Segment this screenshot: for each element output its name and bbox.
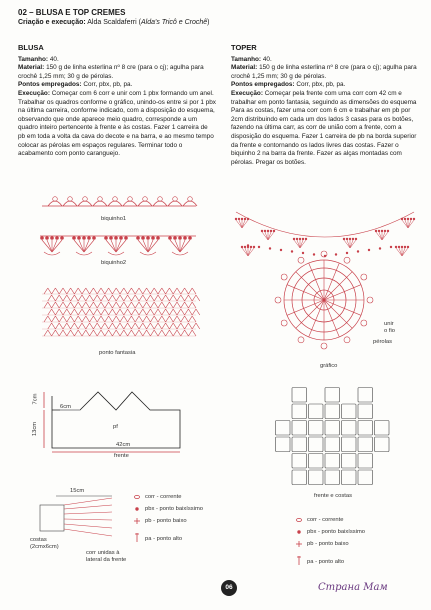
perolas-label: pérolas	[373, 339, 393, 345]
legend-item: corr - corrente	[145, 494, 182, 500]
legend-item: pa - ponto alto	[307, 559, 345, 565]
page-title: 02 – BLUSA E TOP CREMES	[18, 8, 126, 17]
ponto-fantasia-diagram	[42, 288, 200, 336]
legend-item: pa - ponto alto	[145, 536, 183, 542]
credit-close: )	[207, 19, 210, 26]
ponto-fantasia-label: ponto fantasia	[99, 350, 136, 356]
frente-schematic	[44, 392, 180, 452]
points-value: Corr, pbx, pb, pa.	[83, 81, 133, 89]
legend-item: pbx - ponto baixíssimo	[307, 529, 366, 535]
pf-label: pf	[113, 424, 118, 430]
frente-costas-label: frente e costas	[314, 493, 353, 499]
size-value: 40.	[49, 55, 59, 63]
credit-name: Alda Scaldaferri (	[87, 19, 141, 26]
credit-italic: Alda's Tricô e Crochê	[140, 19, 208, 26]
dim-15cm: 15cm	[70, 488, 85, 494]
size-label: Tamanho:	[18, 55, 49, 63]
size-label: Tamanho:	[231, 55, 262, 63]
watermark-logo: Страна Мам	[318, 582, 388, 593]
unir-label: unir o fio	[384, 321, 395, 334]
costas-schematic	[40, 496, 112, 536]
exec-value: Começar pela frente com uma corr com 42 cm e trabalhar em ponto fantasia, seguindo as dimensões do esquema Para as costas, fazer uma corr com 6 cm e trabalhar em pb por 2cm distribuindo em cada um dos lados 3 casas para os botões, fazendo na última carr, as corr de união com a frente, com a disposição do esquema. Fazer 1 carreira de pb na borda superior da frente e contornando os lados livres das costas. Fazer o biquinho 2 na barra da frente. Fazer as alças montadas com pérolas. Pregar os botões.	[231, 89, 417, 166]
biquinho2-label: biquinho2	[101, 260, 127, 266]
biquinho1-diagram	[42, 197, 197, 206]
legend-item: pb - ponto baixo	[145, 518, 187, 524]
biquinho1-label: biquinho1	[101, 216, 127, 222]
legend-item: corr - corrente	[307, 517, 344, 523]
material-label: Material:	[231, 64, 258, 72]
dim-13cm: 13cm	[32, 421, 39, 437]
exec-value: Começar com 6 corr e unir com 1 pbx formando um anel. Trabalhar os quadros conforme o gráfico, unindo-os entre si por 1 pbx na última carreira, conforme indicado, com a disposição do esquema, observando que onde aparece meio quadro, corresponde a um quadro inteiro pertencente à frente e às costas. Fazer 1 carreira de pb em toda a volta da cava do decote e na barra, e ao mesmo tempo colocar as pérolas em espaços regulares. Terminar todo o acabamento com ponto caranguejo.	[18, 89, 216, 158]
dim-7cm: 7cm	[32, 393, 39, 405]
legend-item: pb - ponto baixo	[307, 541, 349, 547]
material-label: Material:	[18, 64, 45, 72]
points-label: Pontos empregados:	[231, 81, 295, 89]
legend-item: pbx - ponto baixíssimo	[145, 506, 204, 512]
costas-label: costas (2cmx6cm)	[30, 537, 59, 550]
biquinho2-diagram	[40, 236, 196, 255]
frente-label: frente	[114, 453, 129, 459]
credit-prefix: Criação e execução:	[18, 19, 86, 26]
dim-6cm: 6cm	[60, 404, 71, 410]
material-value: 150 g de linha esterlina nº 8 cre (para o cj); agulha para crochê 1,25 mm; 30 g de pérolas.	[231, 64, 417, 80]
corr-unidas-label: corr unidas à lateral da frente	[86, 550, 127, 563]
frente-costas-grid	[276, 388, 390, 485]
toper-heading: TOPER	[231, 43, 257, 52]
points-value: Corr, pbx, pb, pa.	[296, 81, 346, 89]
blusa-heading: BLUSA	[18, 43, 44, 52]
points-label: Pontos empregados:	[18, 81, 82, 89]
page-number: 06	[221, 580, 237, 596]
grafico-label: gráfico	[320, 363, 338, 369]
dim-42cm: 42cm	[116, 442, 131, 448]
exec-label: Execução:	[18, 89, 50, 97]
exec-label: Execução:	[231, 89, 263, 97]
size-value: 40.	[262, 55, 272, 63]
material-value: 150 g de linha esterlina nº 8 cre (para o cj); agulha para crochê 1,25 mm; 30 g de pérolas.	[18, 64, 204, 80]
